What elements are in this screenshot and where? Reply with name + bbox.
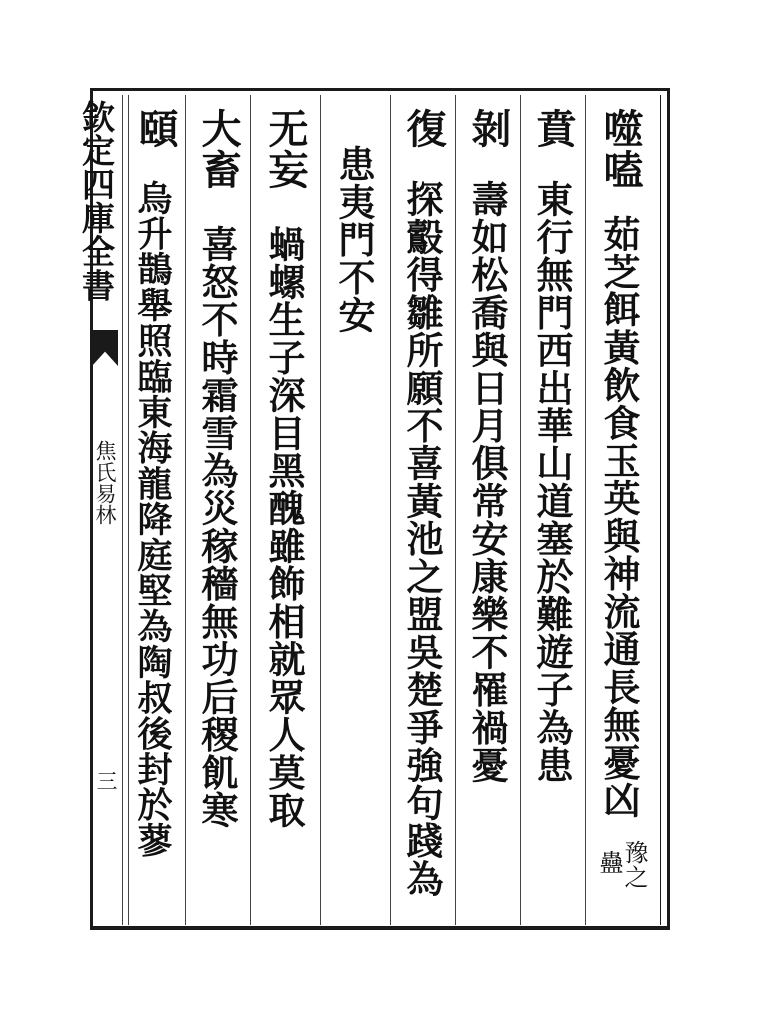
verse-note: 豫之 (620, 840, 648, 889)
hexagram-heading: 剝 (465, 108, 512, 149)
column-rule (250, 95, 251, 925)
margin-book-title: 欽定四庫全書 (77, 100, 116, 302)
frame-right-border (667, 88, 670, 930)
verse-text: 探鷇得雛所願不喜黃池之盟吳楚爭強句踐為 (400, 180, 444, 898)
hexagram-heading: 賁 (530, 108, 577, 149)
verse-text: 喜怒不時霜雪為災稼穡無功后稷飢寒 (195, 225, 239, 829)
verse-text: 蝸螺生子深目黑醜雖飾相就眾人莫取 (262, 225, 306, 829)
column-rule (185, 95, 186, 925)
verse-text: 東行無門西出華山道塞於難遊子為患 (530, 180, 574, 784)
column-rule (585, 95, 586, 925)
margin-book-name: 焦氏易林 (93, 440, 117, 526)
frame-right-inner-border (660, 95, 661, 925)
margin-separator-inner (122, 95, 123, 925)
column-rule (455, 95, 456, 925)
margin-page-number: 三 (94, 770, 118, 792)
margin-separator (128, 95, 129, 925)
verse-text: 茹芝餌黃飲食玉英與神流通長無憂凶 (597, 215, 641, 819)
verse-text: 壽如松喬與日月俱常安康樂不罹禍憂 (465, 180, 509, 784)
fish-tail-marker (92, 330, 118, 366)
hexagram-heading: 大畜 (195, 108, 242, 190)
hexagram-heading: 復 (400, 108, 447, 149)
hexagram-heading: 噬嗑 (597, 108, 644, 190)
column-rule (390, 95, 391, 925)
frame-top-border (90, 88, 670, 91)
verse-text-continuation: 患夷門不安 (332, 145, 376, 334)
hexagram-heading: 頤 (132, 108, 179, 149)
verse-note: 蠱 (595, 850, 623, 875)
frame-bottom-border (90, 926, 670, 930)
column-rule (320, 95, 321, 925)
verse-text: 烏升鵲舉照臨東海龍降庭堅為陶叔後封於蓼 (132, 180, 173, 859)
hexagram-heading: 无妄 (262, 108, 309, 190)
column-rule (520, 95, 521, 925)
